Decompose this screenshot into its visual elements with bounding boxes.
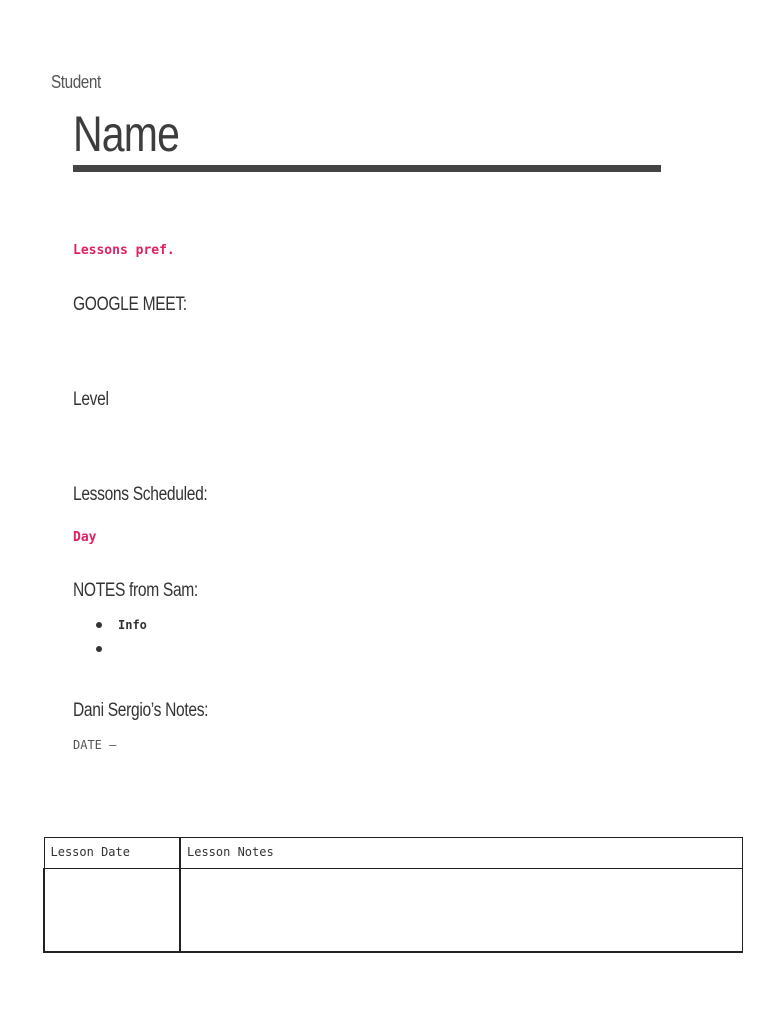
- table-cell-lesson-notes[interactable]: [180, 869, 743, 953]
- list-item-text: Info: [118, 618, 147, 632]
- lessons-pref-label: Lessons pref.: [73, 243, 175, 258]
- lessons-scheduled-heading: Lessons Scheduled:: [73, 484, 208, 505]
- bullet-icon: [96, 622, 102, 628]
- document-kicker: Student: [51, 72, 101, 92]
- column-header-lesson-date: Lesson Date: [44, 838, 180, 869]
- column-header-lesson-notes: Lesson Notes: [180, 838, 743, 869]
- table-row: [44, 869, 743, 953]
- table-header-row: [44, 838, 743, 869]
- lessons-table: [43, 837, 743, 953]
- bullet-icon: [96, 646, 102, 652]
- google-meet-heading: GOOGLE MEET:: [73, 294, 187, 315]
- level-heading: Level: [73, 389, 109, 410]
- notes-from-sam-heading: NOTES from Sam:: [73, 580, 198, 601]
- date-line: DATE –: [73, 738, 117, 752]
- dani-notes-heading: Dani Sergio’s Notes:: [73, 700, 209, 721]
- document-title: Name: [73, 106, 180, 162]
- title-rule: [73, 165, 661, 172]
- day-label: Day: [73, 530, 97, 545]
- table-cell-lesson-date[interactable]: [44, 869, 180, 953]
